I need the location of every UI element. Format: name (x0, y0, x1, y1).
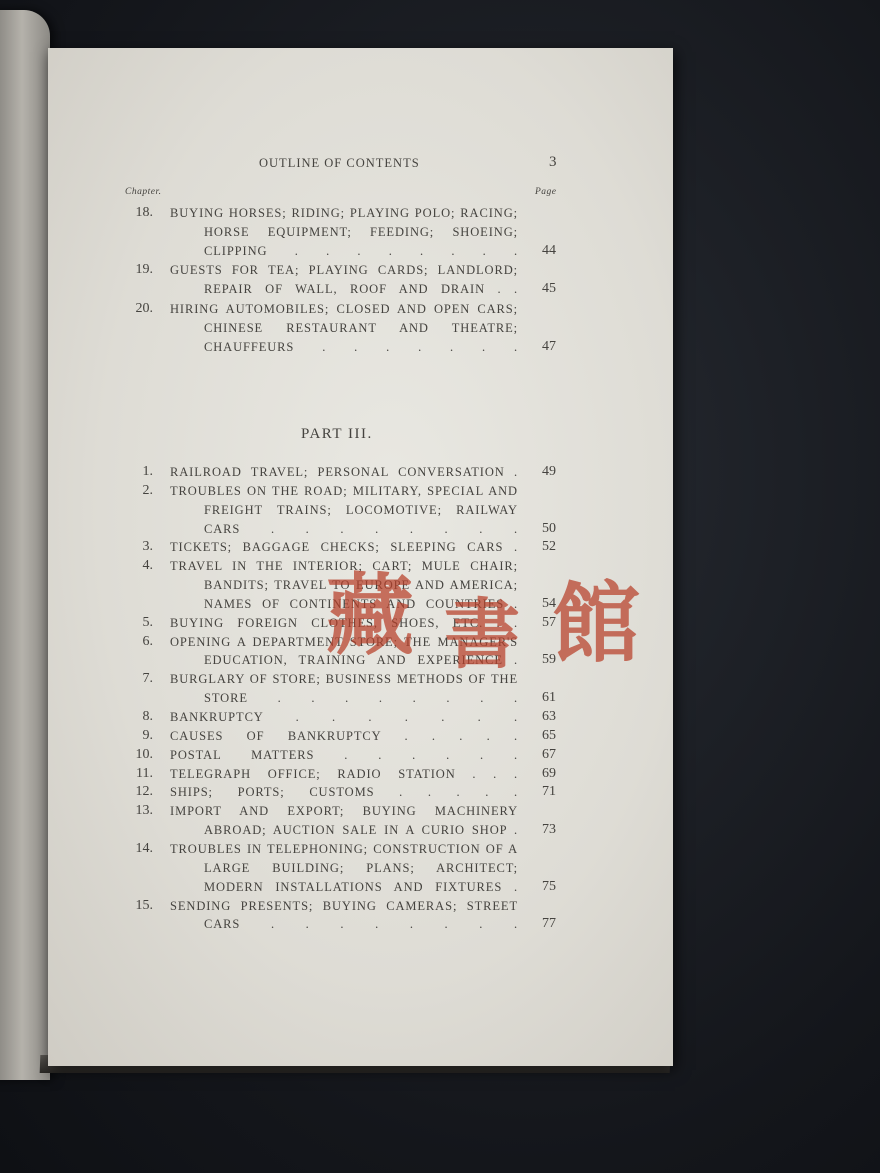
chapter-page-number: 54 (542, 595, 556, 611)
chapter-title-line: TROUBLES IN TELEPHONING; CONSTRUCTION OF A (170, 842, 518, 856)
chapter-title-line: CARS . . . . . . . . (204, 521, 518, 536)
chapter-title-line: TROUBLES ON THE ROAD; MILITARY, SPECIAL AND (170, 483, 518, 498)
chapter-title-line: CAUSES OF BANKRUPTCY . . . . . (170, 728, 518, 743)
chapter-title-line: CLIPPING . . . . . . . . (204, 244, 518, 259)
chapter-number: 20. (135, 300, 153, 316)
chapter-number: 10. (135, 746, 153, 762)
chapter-page-number: 67 (542, 746, 556, 762)
chapter-column-label: Chapter. (125, 187, 162, 197)
chapter-number: 14. (135, 841, 153, 856)
chapter-title-line: HORSE EQUIPMENT; FEEDING; SHOEING; (204, 225, 518, 240)
chapter-title-line: STORE . . . . . . . . (204, 691, 518, 706)
chapter-number: 6. (142, 633, 153, 649)
chapter-page-number: 69 (542, 765, 556, 781)
chapter-number: 2. (142, 482, 153, 498)
chapter-title-line: BANKRUPTCY . . . . . . . (170, 710, 518, 725)
chapter-title-line: MODERN INSTALLATIONS AND FIXTURES . (204, 879, 518, 894)
chapter-page-number: 44 (542, 243, 556, 259)
chapter-page-number: 47 (542, 338, 556, 354)
page-number: 3 (549, 154, 558, 170)
chapter-title-line: CHAUFFEURS . . . . . . . (204, 339, 518, 354)
chapter-title-line: SENDING PRESENTS; BUYING CAMERAS; STREET (170, 898, 518, 913)
chapter-title-line: TICKETS; BAGGAGE CHECKS; SLEEPING CARS . (170, 540, 518, 555)
chapter-page-number: 65 (542, 727, 556, 743)
chapter-title-line: POSTAL MATTERS . . . . . . (170, 747, 518, 762)
chapter-page-number: 61 (542, 690, 556, 706)
chapter-page-number: 73 (542, 822, 556, 838)
chapter-page-number: 45 (542, 281, 556, 297)
running-title: OUTLINE OF CONTENTS (259, 156, 420, 170)
chapter-title-line: FREIGHT TRAINS; LOCOMOTIVE; RAILWAY (204, 502, 518, 517)
book-page (48, 48, 673, 1066)
chapter-page-number: 59 (542, 652, 556, 668)
chapter-number: 12. (135, 784, 153, 800)
chapter-title-line: BUYING FOREIGN CLOTHES, SHOES, ETC. . . (170, 615, 518, 630)
chapter-title-line: BUYING HORSES; RIDING; PLAYING POLO; RACING; (170, 206, 518, 220)
chapter-title-line: LARGE BUILDING; PLANS; ARCHITECT; (204, 860, 518, 875)
chapter-number: 13. (135, 803, 153, 819)
chapter-title-line: BURGLARY OF STORE; BUSINESS METHODS OF THE (170, 672, 518, 687)
chapter-title-line: TELEGRAPH OFFICE; RADIO STATION . . . (170, 766, 518, 781)
chapter-page-number: 71 (542, 784, 556, 800)
chapter-number: 11. (136, 765, 153, 781)
chapter-title-line: SHIPS; PORTS; CUSTOMS . . . . . (170, 785, 518, 800)
chapter-title-line: CHINESE RESTAURANT AND THEATRE; (204, 320, 518, 335)
chapter-page-number: 50 (542, 520, 556, 536)
chapter-page-number: 63 (542, 709, 556, 725)
chapter-title-line: RAILROAD TRAVEL; PERSONAL CONVERSATION . (170, 465, 518, 479)
chapter-number: 1. (142, 464, 153, 479)
part-heading: PART III. (301, 426, 373, 442)
chapter-number: 15. (135, 897, 153, 913)
chapter-page-number: 52 (542, 539, 556, 555)
chapter-page-number: 57 (542, 614, 556, 630)
chapter-title-line: IMPORT AND EXPORT; BUYING MACHINERY (170, 804, 518, 819)
chapter-number: 5. (142, 614, 153, 630)
library-seal-stamp: 藏 書 館 (326, 563, 641, 679)
chapter-title-line: TRAVEL IN THE INTERIOR; CART; MULE CHAIR; (170, 559, 518, 574)
facing-page-edge (0, 10, 50, 1080)
chapter-number: 19. (135, 262, 153, 278)
chapter-title-line: NAMES OF CONTINENTS AND COUNTRIES . (204, 596, 518, 611)
chapter-number: 9. (142, 727, 153, 743)
chapter-number: 18. (135, 205, 153, 220)
chapter-number: 4. (142, 558, 153, 574)
chapter-number: 3. (142, 539, 153, 555)
chapter-page-number: 75 (542, 878, 556, 894)
chapter-number: 7. (142, 671, 153, 687)
chapter-page-number: 77 (542, 916, 556, 932)
chapter-title-line: HIRING AUTOMOBILES; CLOSED AND OPEN CARS; (170, 301, 518, 316)
chapter-page-number: 49 (542, 464, 556, 479)
chapter-title-line: OPENING A DEPARTMENT STORE; THE MANAGER'S (170, 634, 518, 649)
chapter-title-line: CARS . . . . . . . . (204, 917, 518, 932)
page-column-label: Page (535, 187, 557, 197)
chapter-title-line: GUESTS FOR TEA; PLAYING CARDS; LANDLORD; (170, 263, 518, 278)
chapter-title-line: ABROAD; AUCTION SALE IN A CURIO SHOP . (204, 823, 518, 838)
chapter-title-line: BANDITS; TRAVEL TO EUROPE AND AMERICA; (204, 578, 518, 593)
chapter-title-line: REPAIR OF WALL, ROOF AND DRAIN . . (204, 282, 518, 297)
chapter-title-line: EDUCATION, TRAINING AND EXPERIENCE . (204, 653, 518, 668)
chapter-number: 8. (142, 709, 153, 725)
